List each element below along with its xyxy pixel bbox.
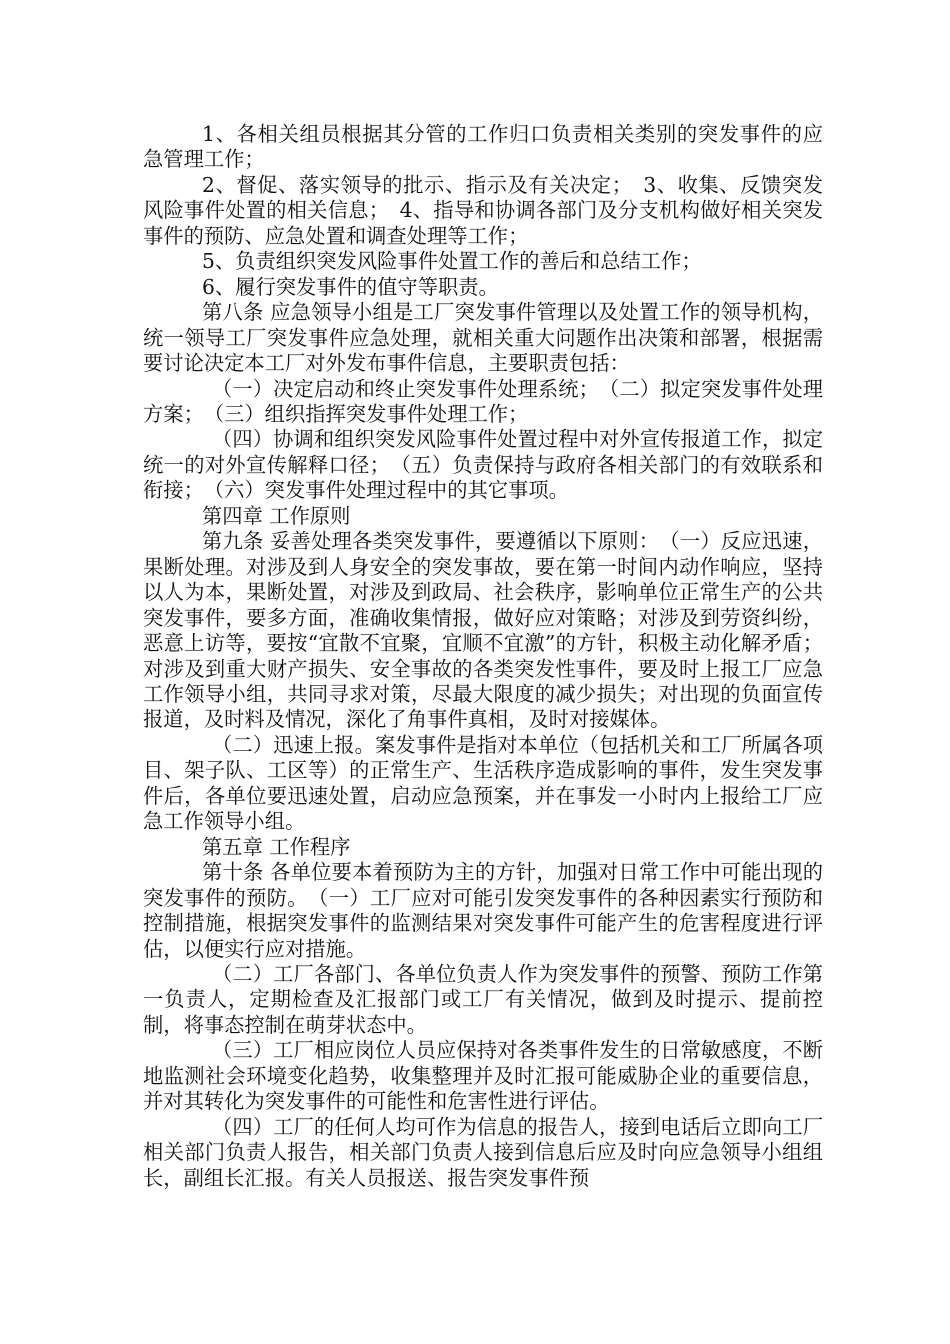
paragraph-9: 第九条 妥善处理各类突发事件，要遵循以下原则： （一）反应迅速，果断处理。对涉及到人身安全的突发事故，要在第一时间内动作响应，坚持以人为本，果断处置，对涉及到政局、社会秩序，影响单位正常生产的公共突发事件，要多方面，准确收集情报，做好应对策略；对涉及到劳资纠纷，恶意上访等，要按“宜散不宜聚，宜顺不宜激”的方针，积极主动化解矛盾；对涉及到重大财产损失、安全事故的各类突发性事件，要及时上报工厂应急工作领导小组，共同寻求对策，尽最大限度的减少损失；对出现的负面宣传报道，及时料及情况，深化了角事件真相，及时对接媒体。 xyxy=(143,529,823,732)
paragraph-13: （二）工厂各部门、各单位负责人作为突发事件的预警、预防工作第一负责人，定期检查及汇报部门或工厂有关情况，做到及时提示、提前控制，将事态控制在萌芽状态中。 xyxy=(143,961,823,1037)
chapter-heading-4: 第四章 工作原则 xyxy=(202,503,351,528)
paragraph-7: （四）协调和组织突发风险事件处置过程中对外宣传报道工作，拟定统一的对外宣传解释口径； （五）负责保持与政府各相关部门的有效联系和衔接； （六）突发事件处理过程中的其它事项。 xyxy=(143,427,823,503)
paragraph-5: 第八条 应急领导小组是工厂突发事件管理以及处置工作的领导机构，统一领导工厂突发事件应急处理，就相关重大问题作出决策和部署，根据需要讨论决定本工厂对外发布事件信息，主要职责包括： xyxy=(143,300,823,376)
paragraph-15: （四）工厂的任何人均可作为信息的报告人，接到电话后立即向工厂相关部门负责人报告，相关部门负责人接到信息后应及时向应急领导小组组长，副组长汇报。有关人员报送、报告突发事件预 xyxy=(143,1114,823,1190)
paragraph-3: 5、负责组织突发风险事件处置工作的善后和总结工作； xyxy=(202,249,702,274)
paragraph-1: 1、各相关组员根据其分管的工作归口负责相关类别的突发事件的应急管理工作； xyxy=(143,122,823,172)
paragraph-2: 2、督促、落实领导的批示、指示及有关决定； 3、收集、反馈突发风险事件处置的相关信息； 4、指导和协调各部门及分支机构做好相关突发事件的预防、应急处置和调查处理等工作； xyxy=(143,172,823,248)
paragraph-12: 第十条 各单位要本着预防为主的方针，加强对日常工作中可能出现的突发事件的预防。 （一）工厂应对可能引发突发事件的各种因素实行预防和控制措施，根据突发事件的监测结果对突发事件可能产生的危害程度进行评估，以便实行应对措施。 xyxy=(143,860,823,961)
paragraph-4: 6、履行突发事件的值守等职责。 xyxy=(202,274,499,299)
paragraph-14: （三）工厂相应岗位人员应保持对各类事件发生的日常敏感度，不断地监测社会环境变化趋势，收集整理并及时汇报可能威胁企业的重要信息，并对其转化为突发事件的可能性和危害性进行评估。 xyxy=(143,1038,823,1114)
paragraph-10: （二）迅速上报。案发事件是指对本单位（包括机关和工厂所属各项目、架子队、工区等）的正常生产、生活秩序造成影响的事件，发生突发事件后，各单位要迅速处置，启动应急预案，并在事发一小时内上报给工厂应急工作领导小组。 xyxy=(143,732,823,834)
chapter-heading-5: 第五章 工作程序 xyxy=(202,834,351,859)
document-body xyxy=(143,122,823,1191)
paragraph-6: （一）决定启动和终止突发事件处理系统； （二）拟定突发事件处理方案； （三）组织指挥突发事件处理工作； xyxy=(143,376,823,426)
